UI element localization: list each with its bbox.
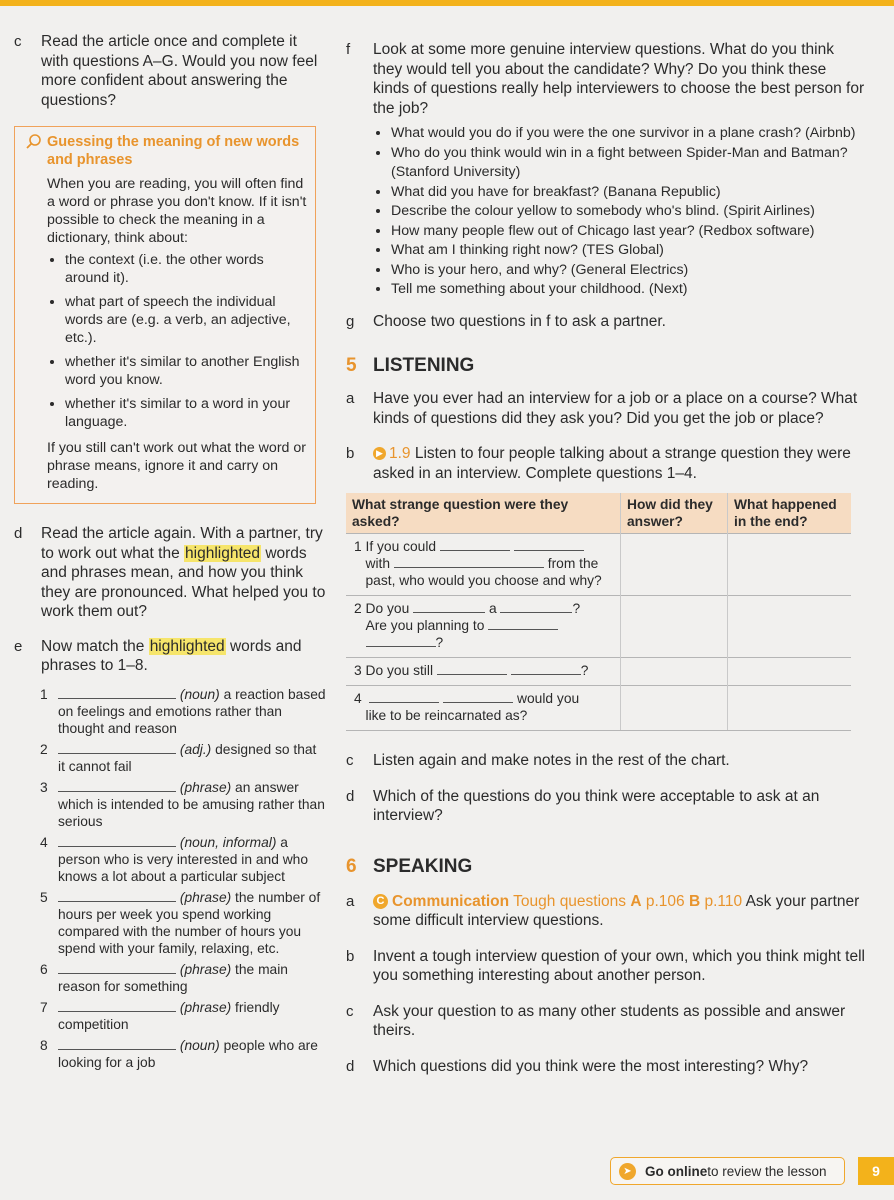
exercise-d [14,524,326,622]
tip-bullet: • whether it's similar to a word in your language. [65,395,307,431]
text-part: words and phrases mean, and how you think they are pronounced. What helped you to work them out? [41,544,326,620]
go-online-label: Go online [645,1163,708,1179]
exercise-letter: b [346,445,355,462]
speaking-a [346,892,866,931]
tip-bullet: • the context (i.e. the other words around it). [65,251,307,287]
cell-text: Do you still [365,663,434,678]
vocab-definition: the main reason for something [58,961,288,994]
answer-blank[interactable] [58,741,176,754]
answer-blank[interactable] [58,686,176,699]
exercise-text: Ask your question to as many other students as possible and answer theirs. [373,1002,846,1039]
exercise-letter: a [346,390,355,407]
answer-blank[interactable] [58,779,176,792]
exercise-letter: d [14,525,23,542]
vocab-item [40,686,326,737]
text-part: Read the article again. With a partner, try to work out what the [41,525,323,562]
part-of-speech: (phrase) [179,889,232,905]
cell-text: a [488,601,497,616]
page-number: 9 [858,1157,894,1185]
answer-blank[interactable] [511,662,581,675]
exercise-text: Listen again and make notes in the rest of the chart. [373,752,730,769]
speaking-b [346,947,866,986]
answer-blank[interactable] [58,834,176,847]
table-cell [346,534,621,596]
tip-bullet: • whether it's similar to another English word you know. [65,353,307,389]
top-color-bar [0,0,894,6]
vocab-definition: designed so that it cannot fail [58,741,317,774]
cell-text: with [365,556,391,571]
tip-bullet-list [47,251,307,431]
communication-icon: C [373,894,388,909]
text-part: Ask your partner some difficult interview questions. [373,892,860,929]
part-of-speech: (noun) [179,686,220,702]
tip-box [14,126,316,504]
section-speaking-heading [346,856,866,878]
exercise-letter: d [346,787,355,805]
answer-blank[interactable] [437,662,507,675]
vocab-item [40,889,326,957]
vocab-item [40,999,326,1033]
magnifier-icon [25,133,47,169]
section-title: SPEAKING [373,855,473,877]
cell-text: would you [517,691,580,706]
section-number: 5 [346,355,357,376]
answer-cell[interactable] [728,686,852,731]
part-of-speech: (phrase) [179,779,232,795]
table-row [346,686,851,731]
table-header: How did they answer? [621,493,728,534]
row-number: 1 [354,539,362,554]
text-part: Tough questions [509,892,631,910]
answer-blank[interactable] [58,1037,176,1050]
vocab-item [40,961,326,995]
table-cell [346,658,621,686]
list-item: • How many people flew out of Chicago last year? (Redbox software) [391,222,866,242]
table-cell [346,596,621,658]
list-item: • Who is your hero, and why? (General Electrics) [391,261,866,281]
answer-cell[interactable] [728,534,852,596]
tip-bullet: • what part of speech the individual words are (e.g. a verb, an adjective, etc.). [65,293,307,347]
exercise-text [373,444,866,483]
exercise-letter: c [346,752,354,769]
table-row [346,658,851,686]
row-number: 4 [354,691,362,706]
answer-cell[interactable] [728,596,852,658]
exercise-text [41,637,326,676]
answer-blank[interactable] [514,538,584,551]
answer-blank[interactable] [440,538,510,551]
exercise-text [41,524,326,622]
vocab-item [40,1037,326,1071]
exercise-text [373,892,866,931]
page-ref[interactable]: p.110 [700,892,743,910]
answer-cell[interactable] [621,596,728,658]
answer-blank[interactable] [58,961,176,974]
table-header: What strange question were they asked? [346,493,621,534]
vocab-definition: an answer which is intended to be amusing rather than serious [58,779,325,829]
highlighted-word: highlighted [185,544,261,562]
section-title: LISTENING [373,355,475,376]
vocab-number: 8 [40,1037,48,1053]
right-column [346,40,866,1076]
list-item: • What would you do if you were the one survivor in a plane crash? (Airbnb) [391,124,866,144]
answer-cell[interactable] [621,534,728,596]
listening-b [346,444,866,483]
cursor-icon: ➤ [619,1163,636,1180]
vocab-number: 1 [40,686,48,702]
section-listening-heading [346,355,866,377]
vocab-definition: people who are looking for a job [58,1037,318,1070]
exercise-text: Have you ever had an interview for a job or a place on a course? What kinds of questions did they ask you? Did you get the job or place? [373,390,858,427]
vocab-number: 7 [40,999,48,1015]
exercise-text: Read the article once and complete it with questions A–G. Would you now feel more confident about answering the questions? [41,33,318,109]
tip-outro: If you still can't work out what the word or phrase means, ignore it and carry on reading. [47,440,306,492]
go-online-button[interactable] [610,1157,845,1185]
answer-blank[interactable] [443,690,513,703]
answer-blank[interactable] [58,999,176,1012]
table-row [346,596,851,658]
exercise-letter: b [346,947,355,965]
list-item: • What am I thinking right now? (TES Global) [391,241,866,261]
audio-track-number: 1.9 [389,445,411,462]
table-cell [346,686,621,731]
exercise-letter: e [14,637,23,655]
vocab-item [40,834,326,885]
part-of-speech: (phrase) [179,999,232,1015]
text-part: Now match the [41,637,149,655]
cell-text: ? [435,635,444,650]
exercise-g [346,312,866,332]
table-row [346,534,851,596]
answer-blank[interactable] [369,690,439,703]
answer-blank[interactable] [488,617,558,630]
listening-d [346,787,866,826]
vocab-definition: the number of hours per week you spend working compared with the number of hours you spend with your family, relaxing, etc. [58,889,321,956]
cell-text: Are you planning to [365,618,485,633]
exercise-e [14,637,326,676]
cell-text: ? [572,601,581,616]
text-part: words and phrases to 1–8. [41,637,302,674]
exercise-letter: d [346,1057,355,1075]
list-item: • What did you have for breakfast? (Banana Republic) [391,183,866,203]
vocab-number: 6 [40,961,48,977]
tip-intro: When you are reading, you will often find a word or phrase you don't know. If it isn't possible to check the meaning in a dictionary, think about: [47,176,307,246]
exercise-f [346,40,866,118]
exercise-text: Which questions did you think were the most interesting? Why? [373,1057,809,1075]
list-item: • Who do you think would win in a fight between Spider-Man and Batman? (Stanford University) [391,144,866,183]
part-of-speech: (noun) [179,1037,220,1053]
table-header: What happened in the end? [728,493,852,534]
audio-icon[interactable]: ▶ [373,447,386,460]
text-part: Listen to four people talking about a strange question they were asked in an interview. Complete questions 1–4. [373,445,851,482]
vocab-number: 4 [40,834,48,850]
exercise-letter: f [346,41,351,58]
cell-text: If you could [365,539,437,554]
answer-blank[interactable] [500,600,572,613]
listening-c [346,751,866,771]
row-number: 2 [354,601,362,616]
exercise-letter: g [346,312,355,330]
interview-questions-list [373,124,866,300]
exercise-text: Look at some more genuine interview questions. What do you think they would tell you about the candidate? Why? Do you think these kinds of questions really help interviewers to choose the best person for the job? [373,41,865,117]
tip-title: Guessing the meaning of new words and phrases [47,134,300,168]
answer-blank[interactable] [366,634,436,647]
tip-header [25,133,307,169]
part-of-speech: (phrase) [179,961,232,977]
cell-text: like to be reincarnated as? [365,708,528,723]
listening-table [346,493,851,731]
student-a-label: A [630,892,642,910]
cell-text: ? [580,663,589,678]
list-item: • Tell me something about your childhood. (Next) [391,280,866,300]
vocab-number: 3 [40,779,48,795]
exercise-text: Choose two questions in f to ask a partner. [373,312,666,330]
exercise-c [14,32,326,110]
listening-a [346,389,866,428]
cell-text: past, who would you choose and why? [365,573,602,588]
cell-text: from the [547,556,599,571]
exercise-text: Invent a tough interview question of your own, which you think might tell you something interesting about another person. [373,947,865,984]
exercise-letter: c [346,1002,354,1020]
page-ref[interactable]: p.106 [641,892,689,910]
part-of-speech: (noun, informal) [179,834,277,850]
go-online-text: to review the lesson [707,1163,827,1179]
part-of-speech: (adj.) [179,741,212,757]
vocab-number: 5 [40,889,48,905]
highlighted-word: highlighted [149,637,225,655]
answer-blank[interactable] [58,889,176,902]
answer-cell[interactable] [621,686,728,731]
student-b-label: B [688,892,701,910]
answer-cell[interactable] [621,658,728,686]
vocab-definition: a reaction based on feelings and emotions rather than thought and reason [58,686,326,736]
speaking-c [346,1002,866,1041]
communication-label: Communication [392,892,510,910]
exercise-letter: a [346,892,355,910]
exercise-letter: c [14,33,22,50]
vocab-number: 2 [40,741,48,757]
vocab-item [40,779,326,830]
table-header-row [346,493,851,534]
vocab-list [14,686,326,1071]
vocab-item [40,741,326,775]
left-column [14,32,326,1075]
row-number: 3 [354,663,362,678]
answer-blank[interactable] [413,600,485,613]
exercise-text: Which of the questions do you think were acceptable to ask at an interview? [373,787,820,824]
vocab-definition: a person who is very interested in and who knows a lot about a particular subject [58,834,309,884]
vocab-definition: friendly competition [58,999,280,1032]
answer-blank[interactable] [394,555,544,568]
section-number: 6 [346,855,357,877]
speaking-d [346,1057,866,1077]
cell-text: Do you [365,601,410,616]
answer-cell[interactable] [728,658,852,686]
list-item: • Describe the colour yellow to somebody who's blind. (Spirit Airlines) [391,202,866,222]
